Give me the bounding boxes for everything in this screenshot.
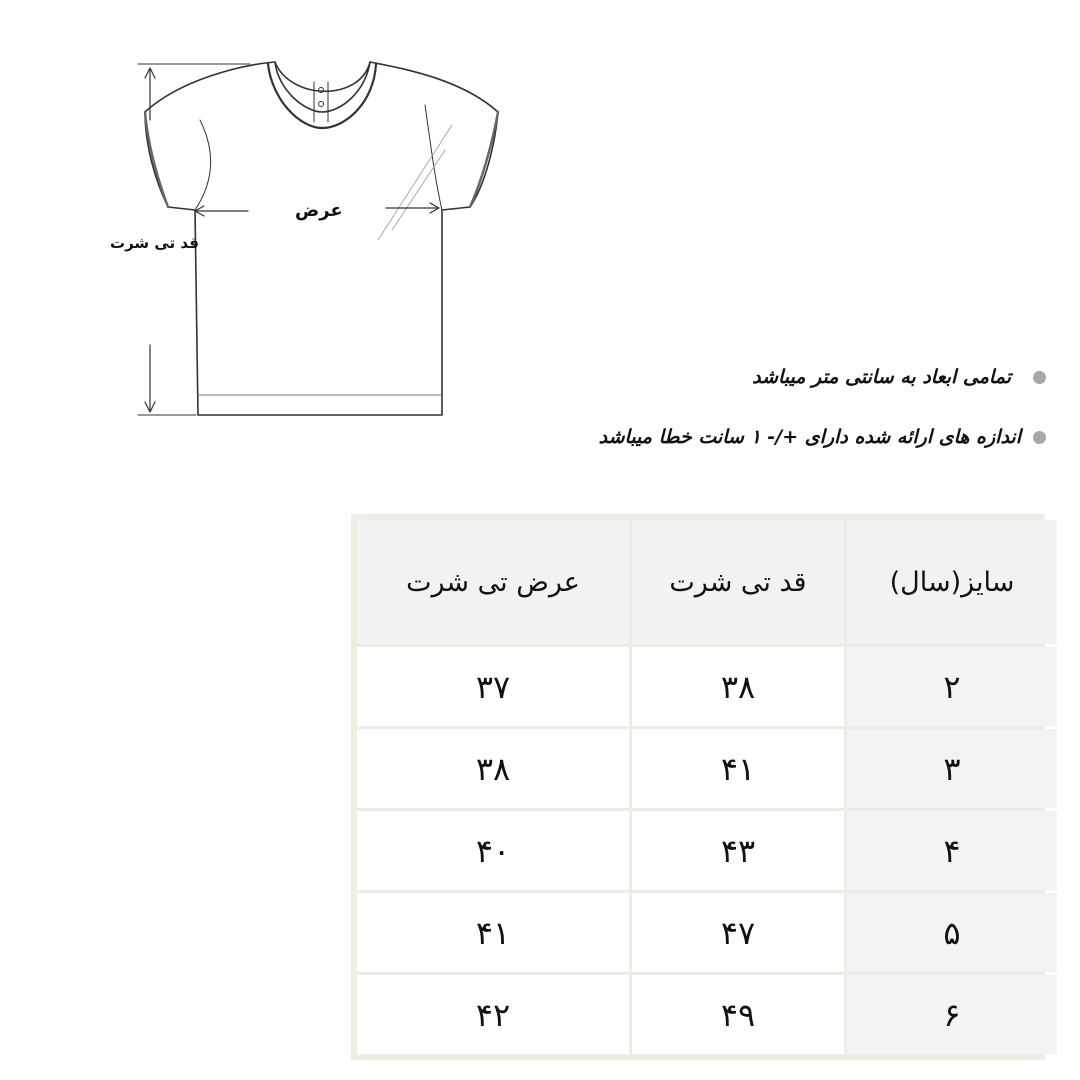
length-label: قد تی شرت bbox=[110, 234, 199, 252]
header-length: قد تی شرت bbox=[632, 520, 844, 644]
note-text: اندازه های ارائه شده دارای +/- ۱ سانت خطا میباشد bbox=[598, 426, 1021, 448]
cell-width: ۴۲ bbox=[357, 975, 629, 1054]
cell-width: ۴۱ bbox=[357, 893, 629, 972]
cell-length: ۴۷ bbox=[632, 893, 844, 972]
cell-width: ۳۸ bbox=[357, 729, 629, 808]
bullet-icon bbox=[1033, 371, 1046, 384]
table-row bbox=[357, 729, 1057, 808]
header-size: سایز(سال) bbox=[847, 520, 1057, 644]
cell-size: ۶ bbox=[847, 975, 1057, 1054]
note-text: تمامی ابعاد به سانتی متر میباشد bbox=[752, 366, 1011, 388]
table-row bbox=[357, 647, 1057, 726]
cell-size: ۵ bbox=[847, 893, 1057, 972]
size-table-container bbox=[351, 514, 1045, 1060]
cell-size: ۴ bbox=[847, 811, 1057, 890]
table-row bbox=[357, 975, 1057, 1054]
note-units bbox=[752, 366, 1046, 388]
cell-width: ۳۷ bbox=[357, 647, 629, 726]
table-header-row bbox=[357, 520, 1057, 644]
cell-length: ۴۹ bbox=[632, 975, 844, 1054]
cell-size: ۳ bbox=[847, 729, 1057, 808]
width-label: عرض bbox=[295, 200, 343, 221]
bullet-icon bbox=[1033, 431, 1046, 444]
cell-length: ۴۳ bbox=[632, 811, 844, 890]
cell-size: ۲ bbox=[847, 647, 1057, 726]
table-row bbox=[357, 811, 1057, 890]
table-row bbox=[357, 893, 1057, 972]
header-width: عرض تی شرت bbox=[357, 520, 629, 644]
size-table bbox=[354, 517, 1060, 1057]
cell-length: ۴۱ bbox=[632, 729, 844, 808]
cell-width: ۴۰ bbox=[357, 811, 629, 890]
note-tolerance bbox=[599, 426, 1046, 448]
cell-length: ۳۸ bbox=[632, 647, 844, 726]
